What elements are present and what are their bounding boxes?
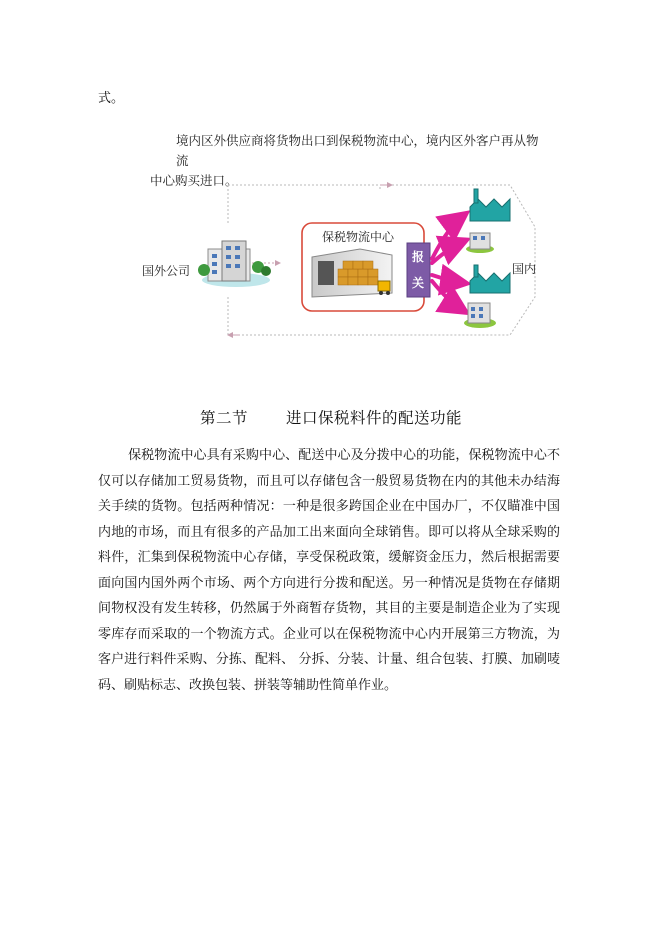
foreign-company-building-icon [198,241,271,287]
customs-label-top: 报 [412,250,425,264]
domestic-factory-icon-1 [470,189,510,221]
warehouse-icon [312,249,392,297]
figure-caption-line-2: 中心购买进口。 [150,173,238,188]
figure-caption-line-1: 境内区外供应商将货物出口到保税物流中心，境内区外客户再从物流 [176,133,539,168]
bonded-logistics-diagram [130,177,540,347]
section-heading [0,406,662,428]
body-paragraph-container [98,443,560,698]
distribution-arrows [432,215,464,311]
section-title: 进口保税料件的配送功能 [286,409,463,427]
foreign-company-label: 国外公司 [142,264,191,278]
domestic-building-icon-2 [464,303,496,328]
bonded-center-label: 保税物流中心 [322,230,395,244]
domestic-label: 国内 [512,262,537,276]
domestic-building-icon-1 [466,233,494,253]
section-number: 第二节 [199,409,248,427]
lead-text-fragment: 式。 [98,91,125,106]
domestic-factory-icon-2 [470,265,510,293]
body-paragraph: 保税物流中心具有采购中心、配送中心及分拨中心的功能，保税物流中心不仅可以存储加工贸易货物，而且可以存储包含一般贸易货物在内的其他未办结海关手续的货物。包括两种情况：一种是很多跨国企业在中国办厂，不仅瞄准中国内地的市场，而且有很多的产品加工出来面向全球销售。即可以将从全球采购的料件，汇集到保税物流中心存储，享受保税政策，缓解资金压力，然后根据需要面向国内国外两个市场、两个方向进行分拨和配送。另一种情况是货物在存储期间物权没有发生转移，仍然属于外商暂存货物，其目的主要是制造企业为了实现零库存而采取的一个物流方式。企业可以在保税物流中心内开展第三方物流，为客户进行料件采购、分拣、配料、 分拆、分装、计量、组合包装、打膜、加刷唛码、刷贴标志、改换包装、拼装等辅助性简单作业。 [98,448,560,693]
customs-label-bottom: 关 [412,276,425,290]
